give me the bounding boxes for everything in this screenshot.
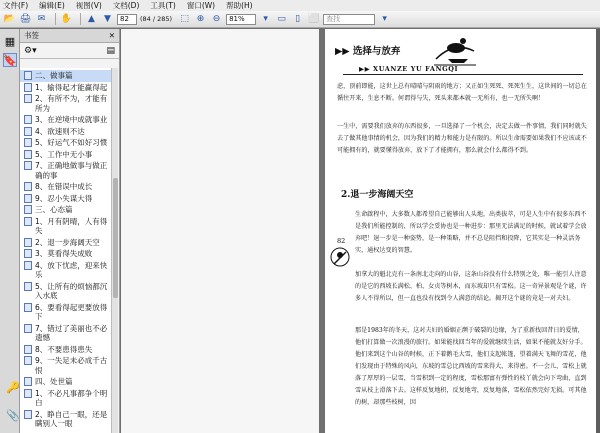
bookmark-item[interactable] — [20, 388, 112, 409]
bookmark-icon — [24, 356, 32, 365]
header-illustration-icon — [428, 29, 480, 69]
bookmark-scrollbar[interactable] — [111, 68, 118, 433]
bookmark-icon — [24, 303, 32, 312]
zoom-dropdown-icon[interactable]: ▾ — [263, 14, 268, 24]
pages-panel-icon[interactable]: ▦ — [4, 34, 16, 48]
bookmark-icon — [24, 238, 32, 247]
bookmark-item[interactable] — [20, 82, 112, 94]
bookmark-label: 1、输得起才能赢得起 — [35, 82, 108, 92]
bookmark-icon — [24, 150, 32, 159]
panel-tools — [20, 43, 119, 59]
bookmark-label: 7、正确地做事与做正确的事 — [35, 161, 108, 180]
bookmark-list — [20, 68, 112, 433]
bookmark-label: 3、在逆境中成就事业 — [35, 115, 108, 124]
mail-icon[interactable]: ✉ — [37, 14, 46, 24]
menu-file[interactable]: 文件(F) — [3, 1, 29, 10]
bookmark-item[interactable] — [20, 344, 112, 356]
toolbar-separator — [80, 13, 81, 25]
page-number-input[interactable]: 82 — [117, 14, 137, 25]
menu-view[interactable]: 视图(V) — [75, 1, 102, 10]
bookmark-label: 2、有所不为，才能有所为 — [35, 94, 108, 113]
document-area — [121, 29, 600, 433]
zoom-in-icon[interactable]: ⊕ — [196, 14, 205, 24]
bookmark-item[interactable] — [20, 376, 112, 388]
bookmark-label: 9、一失足未必成千古恨 — [35, 356, 108, 375]
bookmark-icon — [24, 249, 32, 258]
bookmark-item[interactable] — [20, 114, 112, 126]
bookmark-label: 四、处世篇 — [35, 377, 73, 386]
paragraph: 那是1983年的冬天，这对夫妇的婚姻正濒于破裂的边缘，为了重新找回昔日的爱情，他们打算做一次浪漫的旅行。如果能找回当年的爱就继续生活，如果不能就友好分手。他们来到这个山谷的时候，正下着鹅毛大雪，他们支起帐篷，望着满天飞舞的雪花，他们发现由于特殊的风向，东坡的雪总比西坡的雪来得大、来得密。不一会儿，雪松上就落了厚厚的一层雪，当雪积到一定的程度，雪松那富有弹性的枝丫就会向下弯曲，直到雪从枝上滑落下去。这样反复地积，反复地弯，反复地落，雪松依然完好无损。可其他的树，却那些枝树，因 — [355, 327, 587, 406]
bookmark-label: 4、放下忧虑，迎来快乐 — [35, 260, 108, 279]
options-icon[interactable]: ⚙▾ — [24, 45, 37, 56]
page-header-subtitle: ▶▶ XUANZE YU FANGQI — [359, 65, 459, 73]
paragraph: 生命啟程中，大多数人都希望自己能够出人头地，出类拔萃，可是人生中有很多东西不是我们所能控制的，所以学会妥协也是一种进步：那里无法满足的时候，就试着学会放弃吧！退一步是一种姿势，是一种策略，并不总是阻挡和投降，它其实是一种灵活务实，通权达变的智慧。 — [355, 211, 587, 254]
bookmark-label: 5、好运气不如好习惯 — [35, 138, 108, 147]
bookmark-icon — [24, 217, 32, 226]
paragraph: 虑，顶前即能，这世上总有晴晴与阴雨的地方；又正如生死死、死死生生，这世间的一切总在循往开来，生息不断。何谓得与失，死头来都本就一无所有，也一无所失啊！ — [337, 83, 587, 102]
bookmark-item[interactable] — [20, 181, 112, 193]
menu-bar — [0, 0, 600, 11]
print-icon[interactable]: 🖨 — [19, 14, 32, 24]
document-scrollbar[interactable] — [596, 29, 600, 433]
bookmark-icon — [24, 324, 32, 333]
menu-document[interactable]: 文档(D) — [112, 1, 140, 10]
bookmark-icon — [24, 194, 32, 203]
bookmark-icon — [24, 71, 32, 80]
panel-header — [20, 29, 119, 43]
expand-icon[interactable]: ▤ — [106, 45, 115, 56]
bookmark-icon — [24, 261, 32, 270]
bookmark-item[interactable] — [20, 248, 112, 260]
bookmark-label: 9、忍小失谋大得 — [35, 193, 93, 203]
search-dropdown-icon[interactable]: ▾ — [382, 14, 387, 24]
single-page-icon[interactable]: ▭ — [277, 14, 286, 24]
zoom-input[interactable]: 81% — [226, 14, 256, 25]
bookmark-item[interactable] — [20, 193, 112, 205]
bookmark-icon — [24, 115, 32, 124]
bookmark-item[interactable] — [20, 355, 112, 376]
bookmark-label: 1、月有阴晴，人有得失 — [35, 216, 108, 235]
bookmark-item[interactable] — [20, 149, 112, 161]
bookmark-label: 三、心态篇 — [35, 205, 73, 214]
next-page-icon[interactable]: ▼ — [104, 14, 111, 24]
bookmark-icon — [24, 377, 32, 386]
page-count: (84 / 285) — [140, 15, 173, 23]
bookmark-icon — [24, 410, 32, 419]
bookmark-label: 3、莫看得失成败 — [35, 249, 93, 258]
paragraph: 一生中，需要我们放弃的东西很多，一旦选择了一个机会，决定去做一件事情，我们同时就失去了做其他事情的机会，因为我们的精力和能力是有限的。所以生命需要如果我们不应该或不可能拥有的，就要懂得放弃，放下了才能拥有，那么就会什么都得不到。 — [337, 123, 587, 154]
margin-ornament-icon — [329, 246, 351, 268]
bookmark-icon — [24, 161, 32, 170]
bookmark-label: 1、不必凡事都争个明白 — [35, 388, 108, 407]
bookmark-label: 6、要看得起更要放得下 — [35, 302, 108, 321]
left-page — [121, 29, 319, 433]
bookmark-item[interactable] — [20, 126, 112, 138]
bookmark-item[interactable] — [20, 260, 112, 281]
bookmark-item[interactable] — [20, 281, 112, 302]
bookmark-icon — [24, 127, 32, 136]
bookmark-item[interactable] — [20, 204, 112, 216]
menu-window[interactable]: 窗口(W) — [186, 1, 216, 10]
bookmarks-panel — [20, 29, 120, 433]
section-title: 2.退一步海阔天空 — [341, 190, 414, 200]
bookmark-icon — [24, 94, 32, 103]
bookmark-label: 4、欲速则不达 — [35, 126, 85, 136]
attachment-icon[interactable]: 📎 — [6, 408, 20, 422]
bookmark-label: 2、睁自己一眼，还是瞒别人一眼 — [35, 409, 108, 428]
header-rule — [343, 74, 583, 75]
fit-page-icon[interactable]: ▯ — [295, 14, 301, 24]
prev-page-icon[interactable]: ▲ — [88, 14, 95, 24]
bookmark-label: 5、让所有的烦恼都沉入水底 — [35, 281, 108, 300]
bookmarks-panel-icon[interactable]: 🔖 — [3, 53, 17, 67]
open-icon[interactable]: 📂 — [3, 14, 16, 24]
bookmark-icon — [24, 138, 32, 147]
close-icon[interactable]: ✕ — [108, 31, 115, 40]
select-tool-icon[interactable]: ⬚ — [180, 14, 189, 24]
bookmark-item[interactable] — [20, 237, 112, 249]
layers-icon[interactable]: 🔑 — [6, 380, 20, 394]
paragraph: 加拿大的魁北克有一条南北走向的山谷，这条山谷没有什么特别之处，唯一能引人注意的是它的西坡长满松、柏、女贞等树木，而东坡却只有雪松。这一奇异景观是个谜，许多人不得所以，但一直也没有找到令人满意的结论。揭开这个谜的竟是一对夫妇。 — [355, 271, 587, 302]
bookmark-item[interactable] — [20, 323, 112, 344]
scroll-thumb[interactable] — [113, 178, 118, 298]
bookmark-item[interactable] — [20, 302, 112, 323]
search-input[interactable]: 查找 — [323, 14, 375, 25]
hand-tool-icon[interactable]: ✋ — [60, 14, 73, 24]
bookmark-label: 2、退一步海阔天空 — [35, 237, 100, 247]
panel-title: 书签 — [24, 31, 39, 40]
bookmark-item[interactable] — [20, 93, 112, 114]
bookmark-icon — [24, 389, 32, 398]
fit-width-icon[interactable]: ⬜ — [307, 14, 320, 24]
bookmark-label: 5、工作中无小事 — [35, 149, 93, 159]
bookmark-item[interactable] — [20, 70, 112, 82]
page-header-title: ▶▶ 选择与放弃 — [335, 46, 401, 57]
bookmark-icon — [24, 205, 32, 214]
bookmark-icon — [24, 83, 32, 92]
document-page — [325, 29, 596, 433]
bookmark-label: 8、不要患得患失 — [35, 344, 93, 354]
menu-help[interactable]: 帮助(H) — [226, 1, 253, 10]
bookmark-icon — [24, 282, 32, 291]
bookmark-item[interactable] — [20, 160, 112, 181]
bookmark-icon — [24, 345, 32, 354]
bookmark-item[interactable] — [20, 137, 112, 149]
menu-edit[interactable]: 编辑(E) — [39, 1, 65, 10]
toolbar-separator — [55, 13, 56, 25]
bookmark-label: 二、做事篇 — [35, 71, 73, 80]
bookmark-item[interactable] — [20, 409, 112, 430]
bookmark-icon — [24, 182, 32, 191]
zoom-out-icon[interactable]: ⊖ — [212, 14, 221, 24]
bookmark-label: 8、在错误中成长 — [35, 182, 93, 191]
page-number: 82 — [337, 237, 346, 245]
bookmark-item[interactable] — [20, 216, 112, 237]
navigation-strip — [0, 29, 20, 433]
toolbar — [0, 11, 600, 28]
menu-tools[interactable]: 工具(T) — [150, 1, 176, 10]
bookmark-label: 7、错过了美丽也不必遗憾 — [35, 323, 108, 342]
